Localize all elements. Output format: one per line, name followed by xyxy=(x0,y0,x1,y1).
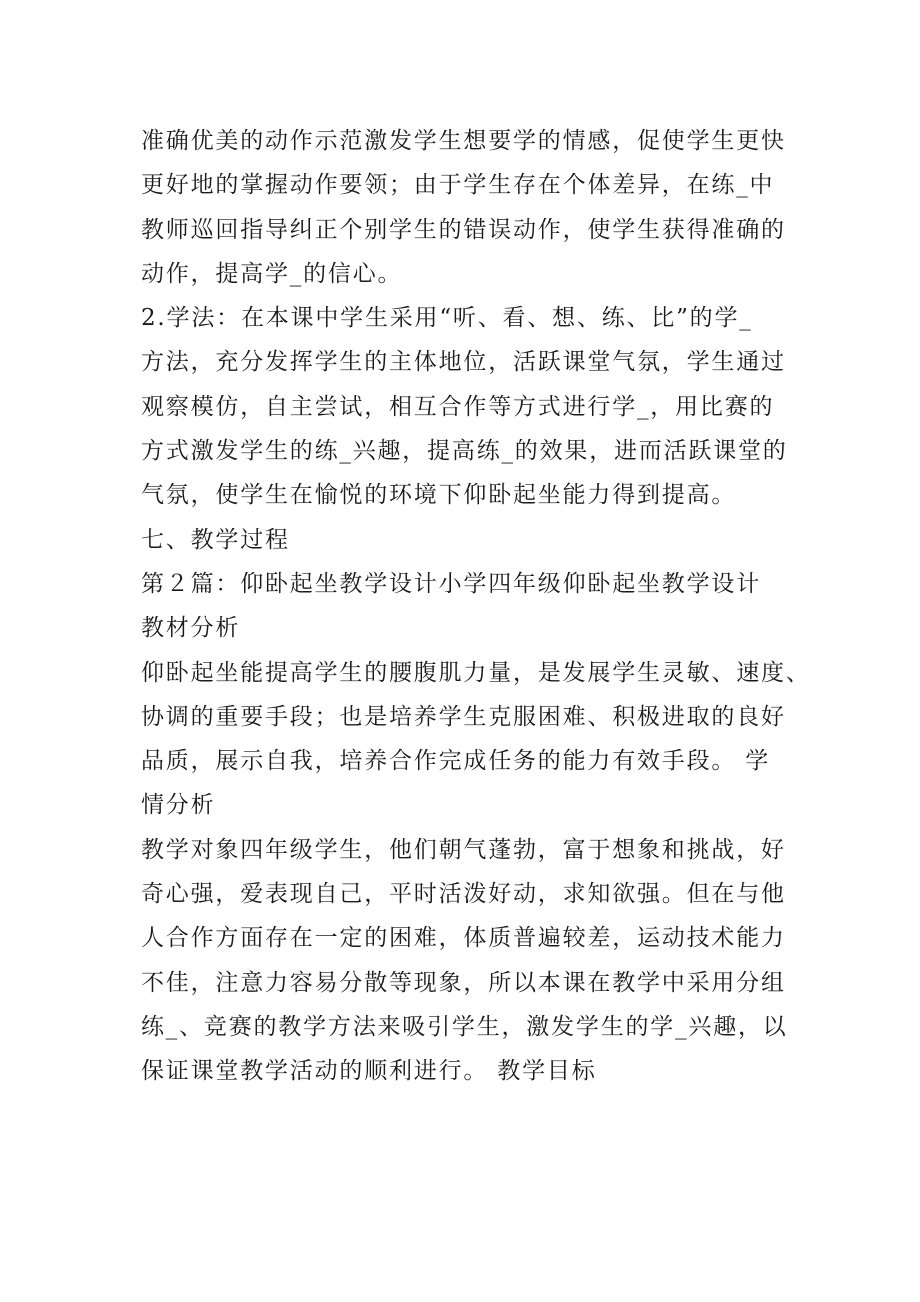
text-line: 协调的重要手段；也是培养学生克服困难、积极进取的良好 xyxy=(141,703,786,730)
section-heading: 七、教学过程 xyxy=(141,526,290,553)
text-line: 方式激发学生的练_兴趣，提高练_的效果，进而活跃课堂的 xyxy=(141,438,788,465)
text-line: 2.学法：在本课中学生采用“听、看、想、练、比”的学_ xyxy=(141,305,753,332)
text-line: 仰卧起坐能提高学生的腰腹肌力量，是发展学生灵敏、速度、 xyxy=(141,659,811,686)
text-line: 保证课堂教学活动的顺利进行。 教学目标 xyxy=(141,1058,597,1085)
text-line: 更好地的掌握动作要领；由于学生存在个体差异，在练_中 xyxy=(141,172,775,199)
text-line: 气氛，使学生在愉悦的环境下仰卧起坐能力得到提高。 xyxy=(141,482,737,509)
text-line: 观察模仿，自主尝试，相互合作等方式进行学_，用比赛的 xyxy=(141,393,775,420)
text-line: 奇心强，爱表现自己，平时活泼好动，求知欲强。但在与他 xyxy=(141,881,786,908)
text-line: 动作，提高学_的信心。 xyxy=(141,260,403,287)
text-line: 练_、竞赛的教学方法来吸引学生，激发学生的学_兴趣，以 xyxy=(141,1013,788,1040)
text-line: 人合作方面存在一定的困难，体质普遍较差，运动技术能力 xyxy=(141,925,786,952)
text-line: 教学对象四年级学生，他们朝气蓬勃，富于想象和挑战，好 xyxy=(141,836,786,863)
text-line: 品质，展示自我，培养合作完成任务的能力有效手段。 学 xyxy=(141,748,771,775)
text-line: 情分析 xyxy=(141,792,216,819)
text-line: 不佳，注意力容易分散等现象，所以本课在教学中采用分组 xyxy=(141,969,786,996)
text-line: 准确优美的动作示范激发学生想要学的情感，促使学生更快 xyxy=(141,128,786,154)
document-body xyxy=(141,119,811,1094)
article-title: 第２篇：仰卧起坐教学设计小学四年级仰卧起坐教学设计 xyxy=(141,570,761,597)
section-heading: 教材分析 xyxy=(141,615,241,642)
text-line: 教师巡回指导纠正个别学生的错误动作，使学生获得准确的 xyxy=(141,216,786,243)
text-line: 方法，充分发挥学生的主体地位，活跃课堂气氛，学生通过 xyxy=(141,349,786,376)
